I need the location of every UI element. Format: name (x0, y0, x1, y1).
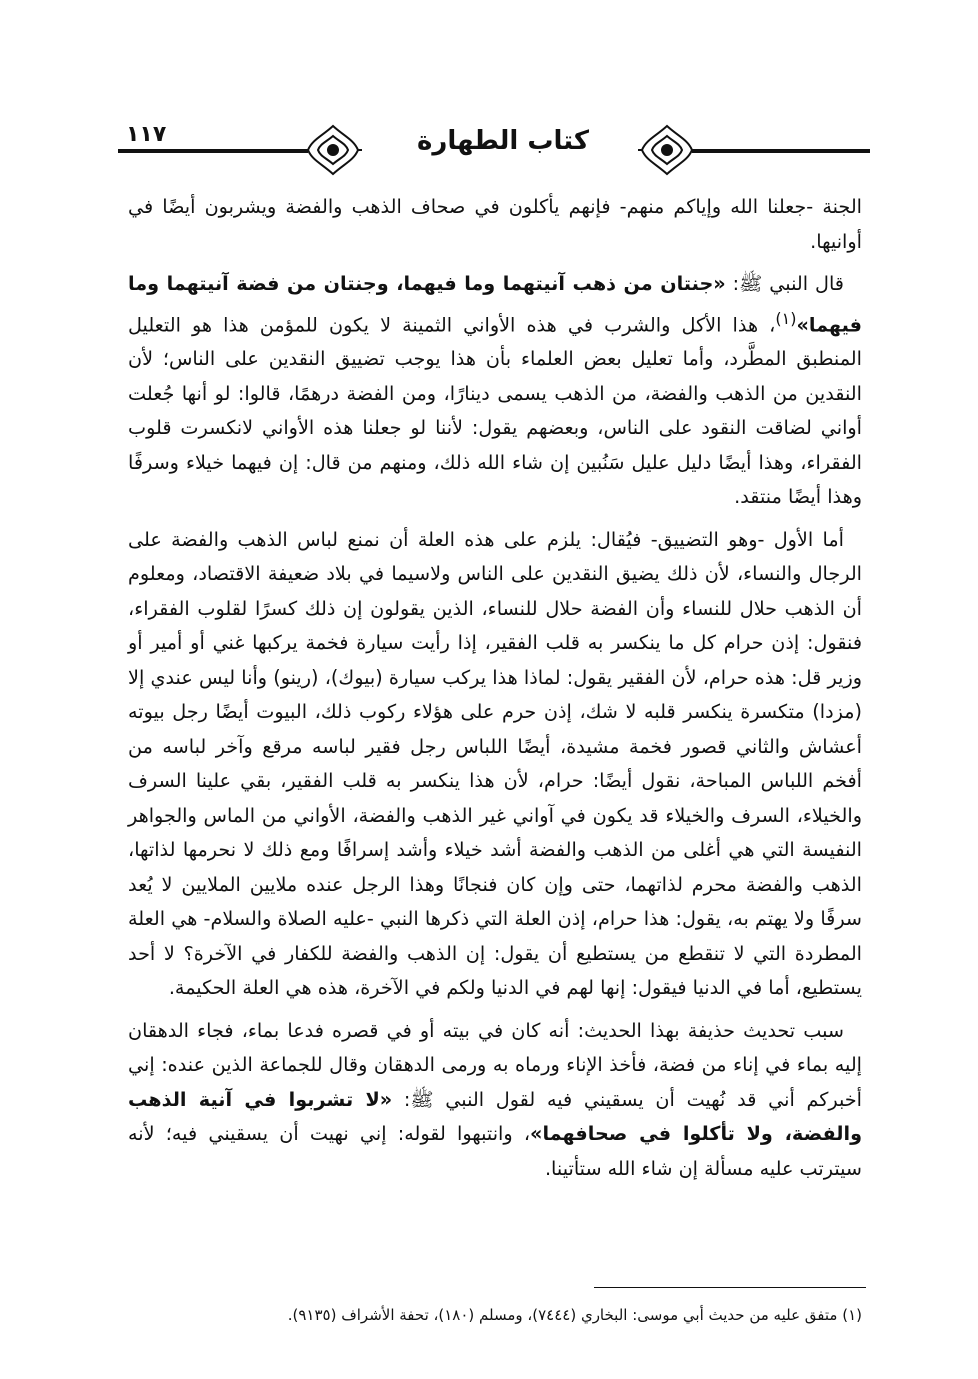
page-header (118, 118, 870, 182)
page-number: ١١٧ (126, 122, 167, 147)
ornament-right-icon (638, 122, 696, 178)
header-rule-right (692, 149, 870, 153)
header-rule-left (118, 149, 308, 153)
footnote-ref-1[interactable]: (١) (775, 308, 797, 328)
paragraph-4-rest: ، وانتبهوا لقوله: إني نهيت أن يسقيني فيه؛ لأنه سيترتب عليه مسألة إن شاء الله ستأتينا. (128, 1122, 862, 1180)
footnote: (١) متفق عليه من حديث أبي موسى: البخاري (٧٤٤٤)، ومسلم (١٨٠)، تحفة الأشراف (٩١٣٥). (287, 1306, 862, 1324)
footnote-divider (594, 1287, 866, 1288)
paragraph-2-intro: قال النبي ﷺ: (725, 272, 844, 295)
paragraph-4 (128, 1014, 862, 1187)
hadith-quote-2: «لا تشربوا في آنية الذهب والفضة، ولا تأكلوا في صحافهما» (128, 1087, 862, 1146)
paragraph-4-intro: سبب تحديث حذيفة بهذا الحديث: أنه كان في بيته أو في قصره فدعا بماء، فجاء الدهقان إليه بماء في إناء من فضة، فأخذ الإناء ورماه به ورمى الدهقان وقال للجماعة الذين عنده: إني أخبركم أني قد نُهيت أن يسقيني فيه لقول النبي ﷺ: (128, 1018, 862, 1111)
ornament-left-icon (304, 122, 362, 178)
book-title: كتاب الطهارة (417, 126, 589, 156)
paragraph-2 (128, 267, 862, 515)
page-body (128, 190, 862, 1194)
paragraph-1: الجنة -جعلنا الله وإياكم منهم- فإنهم يأكلون في صحاف الذهب والفضة ويشربون أيضًا في أوانيها. (128, 195, 862, 253)
paragraph-2-rest: ، هذا الأكل والشرب في هذه الأواني الثمينة لا يكون للمؤمن هذا هو التعليل المنطبق المطَّرد، وأما تعليل بعض العلماء بأن هذا يوجب تضييق النقدين على الناس؛ لأن النقدين من الذهب والفضة، من الذهب يسمى دينارًا، ومن الفضة درهمًا، قالوا: لو أنها جُعلت أواني لضاقت النقود على الناس، وبعضهم يقول: لأننا لو جعلنا هذه الأواني لانكسرت قلوب الفقراء، وهذا أيضًا دليل عليل سَنُبين إن شاء الله ذلك، ومنهم من قال: إن فيهما خيلاء وسرفًا وهذا أيضًا منتقد. (128, 312, 862, 509)
paragraph-3: أما الأول -وهو التضييق- فيُقال: يلزم على هذه العلة أن نمنع لباس الذهب والفضة على الرجال والنساء، لأن ذلك يضيق النقدين على الناس ولاسيما في بلاد ضعيفة الاقتصاد، ومعلوم أن الذهب حلال للنساء وأن الفضة حلال للنساء، الذين يقولون إن ذلك كسرًا لقلوب الفقراء، فنقول: إذن حرام كل ما ينكسر به قلب الفقير، إذا رأيت سيارة فخمة يركبها غني أو أمير أو وزير قل: هذه حرام، لأن الفقير يقول: لماذا هذا يركب سيارة (بيوك)، (رينو) وأنا ليس عندي إلا (مزدا) متكسرة ينكسر قلبه لا شك، إذن حرم على هؤلاء ركوب ذلك، البيوت أيضًا رجل بيوته أعشاش والثاني قصور فخمة مشيدة، أيضًا اللباس رجل فقير لباسه مرقع وآخر لباسه من أفخم اللباس المباحة، نقول أيضًا: حرام، لأن هذا ينكسر به قلب الفقير، بقي علينا السرف والخيلاء، السرف والخيلاء قد يكون في آواني غير الذهب والفضة، الأواني من الماس والجواهر النفيسة التي هي أغلى من الذهب والفضة أشد خيلاء وأشد إسرافًا ومع ذلك لا نحرمها لذاتها، الذهب والفضة محرم لذاتهما، حتى وإن كان فنجانًا وهذا الرجل عنده ملايين الملايين لا يُعد سرفًا ولا يهتم به، يقول: هذا حرام، إذن العلة التي ذكرها النبي -عليه الصلاة والسلام- هي العلة المطردة التي لا تنقطع من يستطيع أن يقول: إن الذهب والفضة للكفار في الآخرة؟ لا أحد يستطيع، أما في الدنيا فيقول: إنها لهم في الدنيا ولكم في الآخرة، هذه هي العلة الحكيمة. (128, 527, 862, 1000)
hadith-quote-1: «جنتان من ذهب آنيتهما وما فيهما، وجنتان من فضة آنيتهما وما فيهما» (128, 272, 862, 336)
